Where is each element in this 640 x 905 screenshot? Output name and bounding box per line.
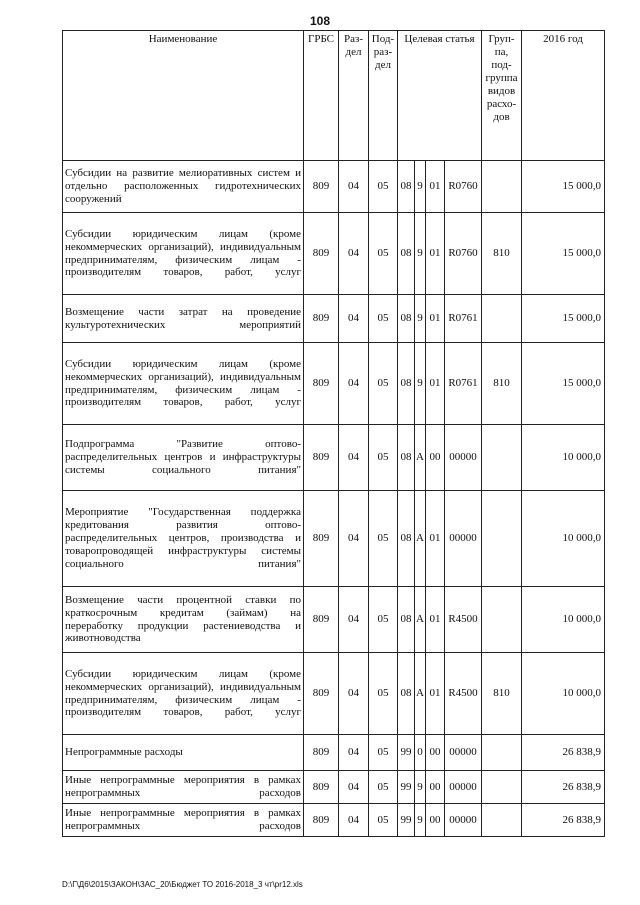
row-target-part: 0 [415, 735, 426, 771]
row-podrazdel: 05 [369, 491, 398, 587]
row-razdel: 04 [339, 491, 369, 587]
row-target-part: 99 [398, 735, 415, 771]
row-target-part: 08 [398, 295, 415, 343]
table-row [63, 425, 605, 491]
table-row [63, 771, 605, 804]
row-target-part: 9 [415, 771, 426, 804]
table-body [63, 161, 605, 837]
row-grbs: 809 [304, 425, 339, 491]
table-row [63, 735, 605, 771]
row-target-part: 01 [426, 213, 445, 295]
row-name: Субсидии юридическим лицам (кроме некоммерческих организаций), индивидуальным предпринимателям, физическим лицам - производителям товаров, работ, услуг [63, 653, 304, 735]
table-row [63, 161, 605, 213]
row-target-part: 08 [398, 653, 415, 735]
header-line: па, [494, 45, 509, 58]
row-target-part: R0761 [445, 343, 482, 425]
row-grbs: 809 [304, 735, 339, 771]
row-podrazdel: 05 [369, 735, 398, 771]
row-amount: 15 000,0 [522, 213, 605, 295]
row-name: Иные непрограммные мероприятия в рамках непрограммных расходов [63, 771, 304, 804]
header-line: дел [375, 58, 391, 71]
row-podrazdel: 05 [369, 653, 398, 735]
row-razdel: 04 [339, 161, 369, 213]
row-target-part: 08 [398, 161, 415, 213]
table-row [63, 343, 605, 425]
row-razdel: 04 [339, 735, 369, 771]
row-amount: 15 000,0 [522, 295, 605, 343]
header-line: Раз- [343, 33, 363, 45]
row-target-part: 00000 [445, 735, 482, 771]
row-podrazdel: 05 [369, 213, 398, 295]
header-line: Груп- [488, 33, 515, 45]
row-grbs: 809 [304, 587, 339, 653]
row-grbs: 809 [304, 771, 339, 804]
row-target-part: 00 [426, 735, 445, 771]
header-line: группа [485, 71, 518, 84]
row-target-part: R0761 [445, 295, 482, 343]
table-row [63, 295, 605, 343]
row-target-part: 99 [398, 804, 415, 837]
row-grbs: 809 [304, 491, 339, 587]
row-razdel: 04 [339, 295, 369, 343]
header-line: под- [491, 58, 512, 71]
row-target-part: 9 [415, 213, 426, 295]
row-target-part: 01 [426, 161, 445, 213]
row-group [482, 491, 522, 587]
row-target-part: 9 [415, 161, 426, 213]
row-razdel: 04 [339, 587, 369, 653]
row-target-part: 01 [426, 491, 445, 587]
row-amount: 10 000,0 [522, 425, 605, 491]
budget-table [62, 30, 605, 837]
row-target-part: 08 [398, 491, 415, 587]
header-grbs: ГРБС [304, 31, 339, 161]
row-group [482, 804, 522, 837]
row-target-part: 08 [398, 213, 415, 295]
row-target-part: R0760 [445, 161, 482, 213]
header-razdel [339, 31, 369, 161]
row-target-part: 00000 [445, 425, 482, 491]
row-name: Субсидии юридическим лицам (кроме некоммерческих организаций), индивидуальным предпринимателям, физическим лицам - производителям товаров, работ, услуг [63, 343, 304, 425]
row-amount: 10 000,0 [522, 653, 605, 735]
row-target-part: 00 [426, 425, 445, 491]
row-target-part: 01 [426, 653, 445, 735]
row-target-part: А [415, 587, 426, 653]
header-line: раз- [373, 45, 393, 58]
header-line: расхо- [486, 97, 517, 110]
row-amount: 15 000,0 [522, 161, 605, 213]
row-name: Мероприятие "Государственная поддержка кредитования развития оптово-распределительных центров, производства и товаропроводящей инфраструктуры системы социального питания" [63, 491, 304, 587]
table-row [63, 491, 605, 587]
row-grbs: 809 [304, 161, 339, 213]
row-target-part: 01 [426, 295, 445, 343]
row-target-part: R0760 [445, 213, 482, 295]
row-razdel: 04 [339, 653, 369, 735]
header-line: видов [487, 84, 516, 97]
row-podrazdel: 05 [369, 161, 398, 213]
row-target-part: 99 [398, 771, 415, 804]
header-podrazdel [369, 31, 398, 161]
header-year: 2016 год [522, 31, 605, 161]
row-name: Непрограммные расходы [63, 735, 304, 771]
row-target-part: 9 [415, 343, 426, 425]
row-target-part: А [415, 491, 426, 587]
row-target-part: 00000 [445, 491, 482, 587]
row-target-part: 08 [398, 343, 415, 425]
row-name: Подпрограмма "Развитие оптово-распределительных центров и инфраструктуры системы социального питания" [63, 425, 304, 491]
row-target-part: А [415, 653, 426, 735]
row-podrazdel: 05 [369, 425, 398, 491]
row-target-part: R4500 [445, 587, 482, 653]
row-name: Возмещение части затрат на проведение культуротехнических мероприятий [63, 295, 304, 343]
row-podrazdel: 05 [369, 295, 398, 343]
row-target-part: 00 [426, 771, 445, 804]
row-group [482, 425, 522, 491]
row-name: Возмещение части процентной ставки по краткосрочным кредитам (займам) на переработку продукции растениеводства и животноводства [63, 587, 304, 653]
header-row [63, 31, 605, 161]
row-group [482, 735, 522, 771]
header-line: дел [345, 45, 362, 58]
row-razdel: 04 [339, 425, 369, 491]
row-podrazdel: 05 [369, 771, 398, 804]
row-grbs: 809 [304, 295, 339, 343]
row-group [482, 295, 522, 343]
row-razdel: 04 [339, 771, 369, 804]
row-target-part: А [415, 425, 426, 491]
row-name: Субсидии юридическим лицам (кроме некоммерческих организаций), индивидуальным предпринимателям, физическим лицам - производителям товаров, работ, услуг [63, 213, 304, 295]
row-target-part: 01 [426, 343, 445, 425]
row-target-part: 00000 [445, 771, 482, 804]
row-podrazdel: 05 [369, 587, 398, 653]
table-row [63, 804, 605, 837]
row-target-part: 9 [415, 295, 426, 343]
row-razdel: 04 [339, 804, 369, 837]
row-amount: 26 838,9 [522, 735, 605, 771]
header-name: Наименование [63, 31, 304, 161]
row-podrazdel: 05 [369, 804, 398, 837]
row-amount: 26 838,9 [522, 804, 605, 837]
row-grbs: 809 [304, 804, 339, 837]
row-name: Иные непрограммные мероприятия в рамках непрограммных расходов [63, 804, 304, 837]
table-row [63, 213, 605, 295]
row-target-part: 08 [398, 587, 415, 653]
page-number: 108 [309, 14, 331, 28]
row-name: Субсидии на развитие мелиоративных систем и отдельно расположенных гидротехнических сооружений [63, 161, 304, 213]
row-amount: 10 000,0 [522, 587, 605, 653]
row-grbs: 809 [304, 343, 339, 425]
row-group [482, 161, 522, 213]
row-target-part: 00000 [445, 804, 482, 837]
row-grbs: 809 [304, 213, 339, 295]
row-target-part: 00 [426, 804, 445, 837]
footer-file-path: D:\Г\Д6\2015\ЗАКОН\ЗАС_20\Бюджет ТО 2016-2018_3 чт\рr12.xls [62, 880, 303, 889]
row-target-part: 9 [415, 804, 426, 837]
row-razdel: 04 [339, 343, 369, 425]
row-group: 810 [482, 653, 522, 735]
row-group [482, 587, 522, 653]
header-line: дов [493, 110, 510, 123]
row-amount: 15 000,0 [522, 343, 605, 425]
row-amount: 26 838,9 [522, 771, 605, 804]
row-razdel: 04 [339, 213, 369, 295]
row-group: 810 [482, 213, 522, 295]
row-target-part: 08 [398, 425, 415, 491]
row-target-part: 01 [426, 587, 445, 653]
row-target-part: R4500 [445, 653, 482, 735]
row-group [482, 771, 522, 804]
row-grbs: 809 [304, 653, 339, 735]
row-podrazdel: 05 [369, 343, 398, 425]
row-amount: 10 000,0 [522, 491, 605, 587]
header-group [482, 31, 522, 161]
header-target: Целевая статья [398, 31, 482, 161]
header-line: Под- [371, 33, 395, 45]
table-row [63, 587, 605, 653]
table-row [63, 653, 605, 735]
row-group: 810 [482, 343, 522, 425]
